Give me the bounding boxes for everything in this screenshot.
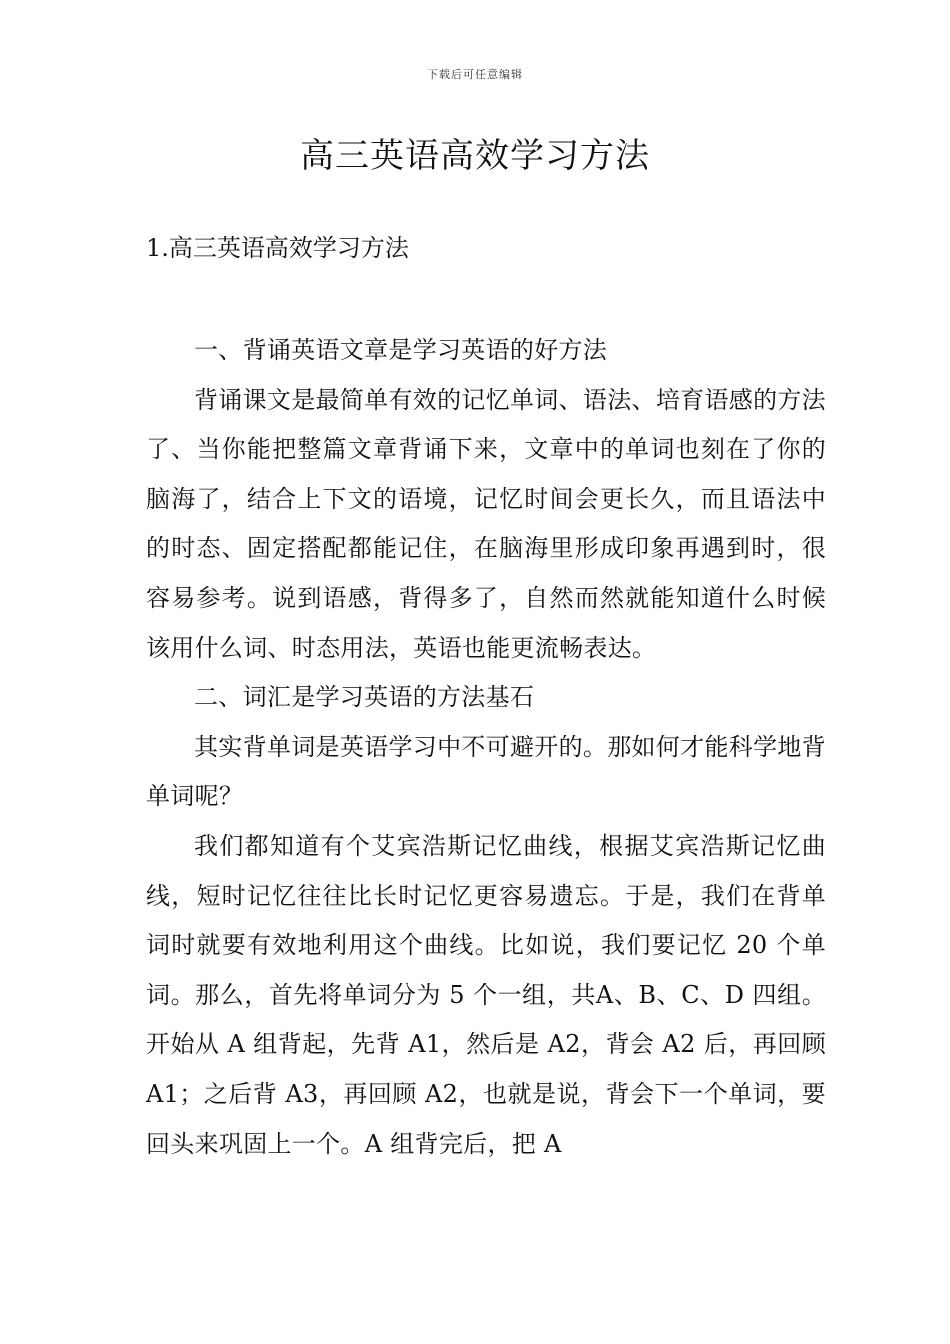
paragraph-ebbinghaus: 我们都知道有个艾宾浩斯记忆曲线，根据艾宾浩斯记忆曲线，短时记忆往往比长时记忆更容易遗忘。于是，我们在背单词时就要有效地利用这个曲线。比如说，我们要记忆 20 个单词。那么，首先将单词分为 5 个一组，共A、B、C、D 四组。开始从 A 组背起，先背 A1，然后是 A2，背会 A2 后，再回顾 A1；之后背 A3，再回顾 A2，也就是说，背会下一个单词，要回头来巩固上一个。A 组背完后，把 A <box>146 831 826 1158</box>
header-note: 下载后可任意编辑 <box>427 68 523 81</box>
paragraph-vocabulary-question: 其实背单词是英语学习中不可避开的。那如何才能科学地背单词呢？ <box>146 732 826 811</box>
document-title: 高三英语高效学习方法 <box>300 136 650 176</box>
paragraph-heading-1: 一、背诵英语文章是学习英语的好方法 <box>194 336 608 364</box>
paragraph-recitation: 背诵课文是最简单有效的记忆单词、语法、培育语感的方法了、当你能把整篇文章背诵下来，文章中的单词也刻在了你的脑海了，结合上下文的语境，记忆时间会更长久，而且语法中的时态、固定搭配都能记住，在脑海里形成印象再遇到时，很容易参考。说到语感，背得多了，自然而然就能知道什么时候该用什么词、时态用法，英语也能更流畅表达。 <box>146 385 826 662</box>
document-body <box>146 226 826 1169</box>
section-heading: 1.高三英语高效学习方法 <box>146 234 409 262</box>
section-spacer <box>146 270 826 326</box>
paragraph-heading-2: 二、词汇是学习英语的方法基石 <box>194 683 535 712</box>
